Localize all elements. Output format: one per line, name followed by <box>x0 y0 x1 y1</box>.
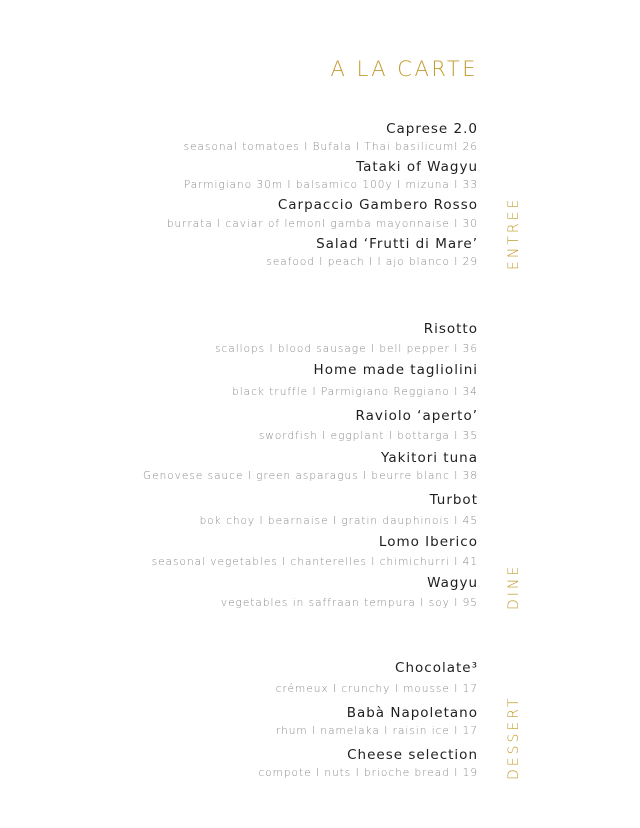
dish-description: rhum I namelaka I raisin ice I 17 <box>275 725 478 737</box>
dish-description: crémeux I crunchy I mousse I 17 <box>275 683 478 695</box>
page-title: A LA CARTE <box>330 57 478 81</box>
dish-description: scallops I blood sausage I bell pepper I 36 <box>215 343 478 355</box>
dish-name: Lomo Iberico <box>378 534 478 550</box>
dish-description: vegetables in saffraan tempura I soy I 95 <box>220 597 478 609</box>
dish-description: burrata I caviar of lemonI gamba mayonnaise I 30 <box>166 218 478 230</box>
dish-name: Caprese 2.0 <box>386 121 478 137</box>
dish-description: Genovese sauce I green asparagus I beurre blanc I 38 <box>143 470 478 482</box>
dish-name: Chocolate³ <box>395 660 478 676</box>
dish-name: Babà Napoletano <box>346 705 478 721</box>
dish-name: Wagyu <box>427 575 478 591</box>
dish-name: Risotto <box>423 321 478 337</box>
dish-description: black truffle I Parmigiano Reggiano I 34 <box>232 386 478 398</box>
dish-name: Tataki of Wagyu <box>356 159 478 175</box>
dish-description: Parmigiano 30m I balsamico 100y I mizuna I 33 <box>183 179 478 191</box>
dish-description: seasonal tomatoes I Bufala I Thai basilicumI 26 <box>183 141 478 153</box>
section-label-entree: ENTREE <box>506 196 522 270</box>
dish-name: Yakitori tuna <box>380 450 478 466</box>
dish-description: bok choy I bearnaise I gratin dauphinois I 45 <box>199 515 478 527</box>
dish-description: seasonal vegetables I chanterelles I chimichurri I 41 <box>151 556 478 568</box>
dish-name: Raviolo ‘aperto’ <box>355 408 478 424</box>
dish-description: compote I nuts I brioche bread I 19 <box>258 767 478 779</box>
dish-name: Turbot <box>429 492 478 508</box>
section-label-dine: DINE <box>506 563 522 610</box>
section-label-dessert: DESSERT <box>506 695 522 780</box>
dish-name: Home made tagliolini <box>313 362 478 378</box>
dish-name: Salad ‘Frutti di Mare’ <box>316 236 478 252</box>
dish-name: Cheese selection <box>347 747 478 763</box>
dish-description: swordfish I eggplant I bottarga I 35 <box>258 430 478 442</box>
dish-name: Carpaccio Gambero Rosso <box>277 197 478 213</box>
dish-description: seafood I peach I I ajo blanco I 29 <box>266 256 478 268</box>
